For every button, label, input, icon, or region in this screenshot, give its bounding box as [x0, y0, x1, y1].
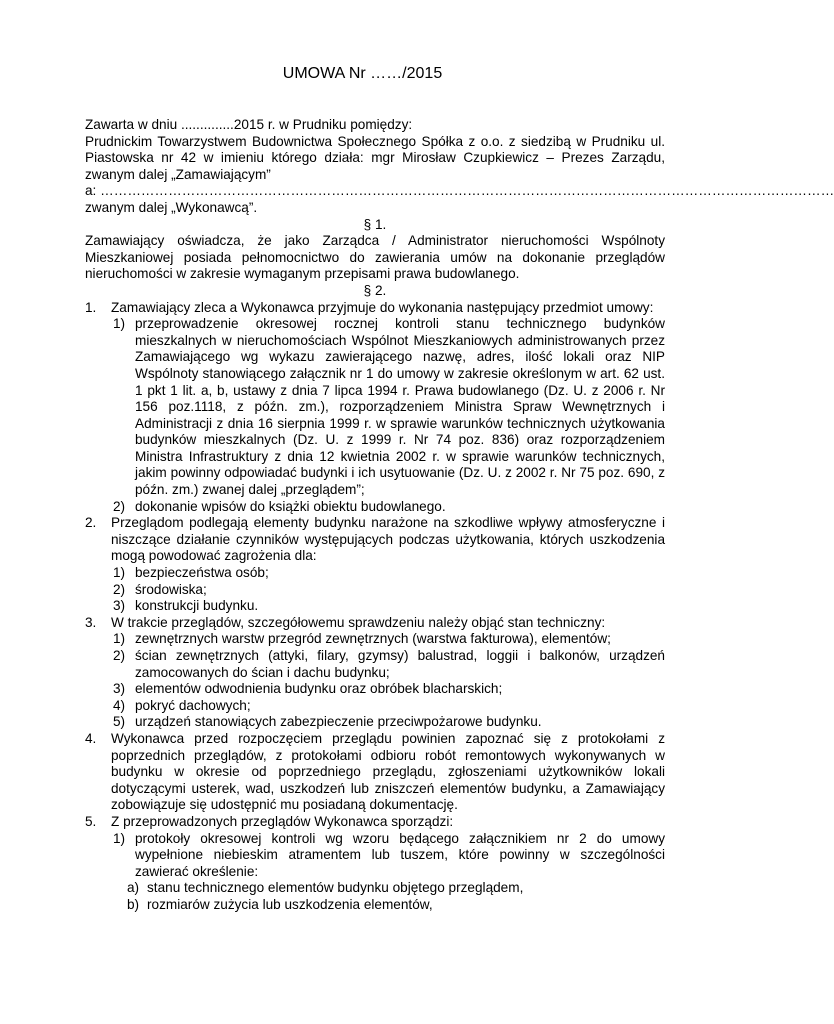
subclause-item: [113, 648, 665, 681]
subclause-item: [113, 565, 665, 582]
section-heading: § 1.: [363, 216, 387, 232]
subclause-number: 5): [113, 714, 126, 730]
subclause-number: 2): [113, 498, 126, 514]
letter-item: [127, 897, 665, 914]
subclause-number: 1): [113, 565, 126, 581]
subclause-number: 1): [113, 830, 126, 846]
clause-number: 4.: [85, 730, 97, 746]
clause-text: Z przeprowadzonych przeglądów Wykonawca sporządzi:: [111, 813, 454, 829]
section-text: Zamawiający oświadcza, że jako Zarządca / Administrator nieruchomości Wspólnoty Mieszkaniowej posiada pełnomocnictwo do zawierania umów na dokonanie przeglądów nieruchomości w zakresie wymaganym przepisami prawa budowlanego.: [85, 233, 665, 282]
subclause-number: 2): [113, 581, 126, 597]
subclause-item: [113, 698, 665, 715]
subclause-text: protokoły okresowej kontroli wg wzoru będącego załącznikiem nr 2 do umowy wypełnione niebieskim atramentem lub tuszem, które powinny w szczególności zawierać określenie:: [135, 830, 665, 879]
subclause-number: 3): [113, 681, 126, 697]
clause-number: 5.: [85, 813, 97, 829]
subclause-number: 2): [113, 648, 126, 663]
subclause-text: urządzeń stanowiących zabezpieczenie przeciwpożarowe budynku.: [135, 714, 542, 730]
clause-item: [85, 615, 665, 632]
letter-label: a): [127, 880, 140, 896]
contract-title: UMOWA Nr ……/2015: [282, 65, 443, 82]
subclause-number: 1): [113, 316, 126, 332]
clause-item: [85, 300, 665, 317]
subclause-text: ścian zewnętrznych (attyki, filary, gzymsy) balustrad, loggii i balkonów, urządzeń zamocowanych do ścian i dachu budynku;: [135, 648, 665, 680]
party-contractor-blank: ………………………………………………………………………………………………………………………………………………: [100, 183, 834, 199]
subclause-text: elementów odwodnienia budynku oraz obróbek blacharskich;: [135, 681, 503, 697]
subclause-item: [113, 582, 665, 599]
subclause-text: dokonanie wpisów do książki obiektu budowlanego.: [135, 498, 446, 514]
section-heading: § 2.: [363, 282, 387, 298]
subclause-item: [113, 499, 665, 516]
party-contractor-alias: zwanym dalej „Wykonawcą”.: [85, 199, 258, 215]
party-contractor-label: a:: [85, 183, 101, 199]
subclause-text: bezpieczeństwa osób;: [135, 565, 269, 581]
subclause-text: środowiska;: [135, 581, 207, 597]
subclause-text: zewnętrznych warstw przegród zewnętrznych (warstwa fakturowa), elementów;: [135, 631, 611, 647]
document-body: [85, 117, 834, 914]
subclause-text: przeprowadzenie okresowej rocznej kontroli stanu technicznego budynków mieszkalnych w nieruchomościach Wspólnot Mieszkaniowych administrowanych przez Zamawiającego wg wykazu zawierającego nazwę, adres, ilość lokali oraz NIP Wspólnoty stanowiącego załącznik nr 1 do umowy w zakresie określonym w art. 62 ust. 1 pkt 1 lit. a, b, ustawy z dnia 7 lipca 1994 r. Prawa budowlanego (Dz. U. z 2006 r. Nr 156 poz.1118, z późn. zm.), rozporządzeniem Ministra Spraw Wewnętrznych i Administracji z dnia 16 sierpnia 1999 r. w sprawie warunków technicznych użytkowania budynków mieszkalnych (Dz. U. z 1999 r. Nr 74 poz. 836) oraz rozporządzeniem Ministra Infrastruktury z dnia 12 kwietnia 2002 r. w sprawie warunków technicznych, jakim powinny odpowiadać budynki i ich usytuowanie (Dz. U. z 2002 r. Nr 75 poz. 690, z późn. zm.) zwanej dalej „przeglądem”;: [135, 316, 665, 498]
clause-item: [85, 731, 665, 814]
letter-text: stanu technicznego elementów budynku objętego przeglądem,: [147, 880, 524, 896]
clause-text: Zamawiający zleca a Wykonawca przyjmuje do wykonania następujący przedmiot umowy:: [111, 299, 654, 315]
party-contractor-line: [85, 183, 834, 200]
subclause-number: 1): [113, 631, 126, 647]
letter-item: [127, 880, 665, 897]
subclause-item: [113, 598, 665, 615]
clause-item: [85, 515, 665, 565]
subclause-text: konstrukcji budynku.: [135, 598, 259, 614]
party-ordering: Prudnickim Towarzystwem Budownictwa Społecznego Spółka z o.o. z siedzibą w Prudniku ul. Piastowska nr 42 w imieniu którego działa: mgr Mirosław Czupkiewicz – Prezes Zarządu, zwanym dalej „Zamawiającym”: [85, 133, 665, 182]
clause-text: Przeglądom podlegają elementy budynku narażone na szkodliwe wpływy atmosferyczne i niszczące działanie czynników występujących podczas użytkowania, których uszkodzenia mogą powodować zagrożenia dla:: [111, 515, 665, 564]
clause-item: [85, 814, 665, 831]
clause-number: 2.: [85, 515, 97, 531]
subclause-item: [113, 631, 665, 648]
subclause-item: [113, 316, 665, 499]
intro-line: Zawarta w dniu ..............2015 r. w Prudniku pomiędzy:: [85, 117, 413, 132]
subclause-text: pokryć dachowych;: [135, 697, 251, 713]
clause-text: W trakcie przeglądów, szczegółowemu sprawdzeniu należy objąć stan techniczny:: [111, 614, 606, 630]
subclause-number: 3): [113, 598, 126, 614]
subclause-item: [113, 681, 665, 698]
letter-label: b): [127, 896, 140, 912]
subclause-item: [113, 831, 665, 881]
clause-number: 1.: [85, 299, 97, 315]
subclause-item: [113, 714, 665, 731]
subclause-number: 4): [113, 697, 126, 713]
clause-number: 3.: [85, 614, 97, 630]
letter-text: rozmiarów zużycia lub uszkodzenia elementów,: [147, 896, 433, 912]
clause-text: Wykonawca przed rozpoczęciem przeglądu powinien zapoznać się z protokołami z poprzednich przeglądów, z protokołami odbioru robót remontowych wykonywanych w budynku w okresie od poprzedniego przeglądu, zgłoszeniami użytkowników lokali dotyczącymi usterek, wad, uszkodzeń lub zniszczeń elementów budynku, a Zamawiający zobowiązuje się udostępnić mu posiadaną dokumentację.: [111, 730, 665, 813]
